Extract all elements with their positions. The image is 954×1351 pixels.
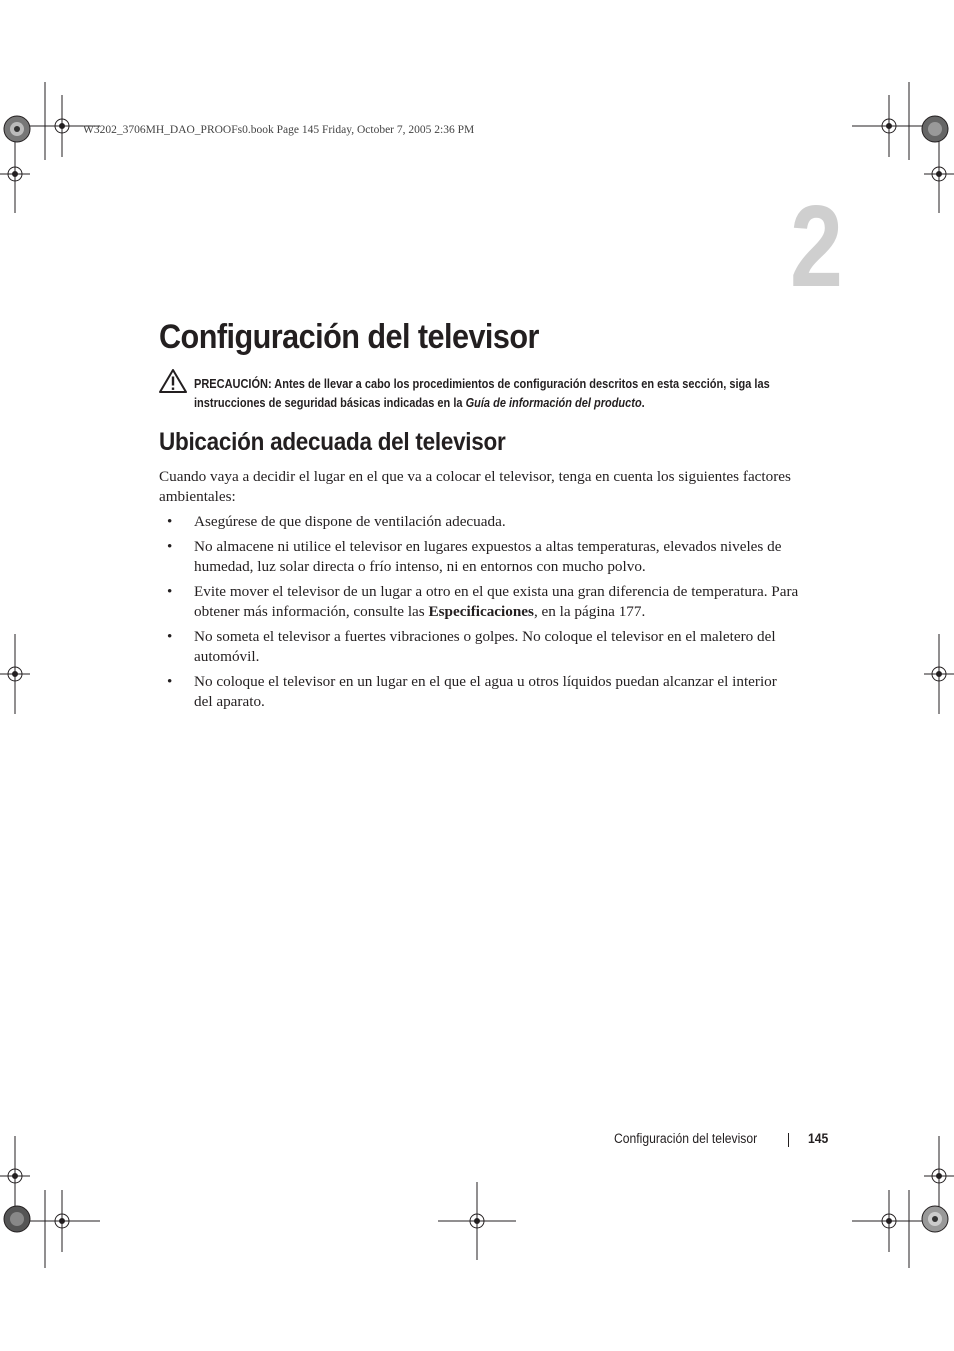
caution-end: . — [641, 394, 645, 410]
list-item — [159, 627, 799, 667]
caution-text — [194, 375, 779, 412]
bullet-list — [159, 512, 799, 717]
color-target-icon — [4, 1206, 30, 1232]
list-item-text: Asegúrese de que dispone de ventilación adecuada. — [194, 513, 506, 530]
list-item — [159, 672, 799, 712]
caution-label: PRECAUCIÓN: — [194, 376, 272, 391]
bullet-icon: • — [167, 583, 173, 600]
bullet-icon: • — [167, 513, 173, 530]
color-target-icon — [922, 116, 948, 142]
list-item — [159, 582, 799, 622]
caution-body: Antes de llevar a cabo los procedimientos de configuración descritos en esta sección, siga las instrucciones de seguridad básicas indicadas en la — [194, 376, 770, 410]
print-slug: W3202_3706MH_DAO_PROOFs0.book Page 145 Friday, October 7, 2005 2:36 PM — [83, 124, 475, 136]
warning-triangle-icon — [158, 368, 188, 394]
bullet-icon: • — [167, 628, 173, 645]
list-item-text: No almacene ni utilice el televisor en lugares expuestos a altas temperaturas, elevados niveles de humedad, luz solar directa o frío intenso, ni en entornos con mucho polvo. — [194, 538, 782, 575]
list-item-text: , en la página 177. — [533, 603, 646, 620]
color-target-icon — [922, 1206, 948, 1232]
footer-chapter-title: Configuración del televisor — [614, 1131, 758, 1146]
product-guide-reference: Guía de información del producto — [465, 394, 642, 410]
list-item — [159, 512, 799, 532]
footer-divider — [788, 1133, 789, 1147]
list-item — [159, 537, 799, 577]
specifications-reference: Especificaciones — [428, 603, 534, 620]
section-title: Ubicación adecuada del televisor — [159, 428, 506, 456]
color-target-icon — [4, 116, 30, 142]
chapter-number: 2 — [790, 181, 843, 311]
page-number: 145 — [808, 1131, 829, 1146]
page-title: Configuración del televisor — [159, 318, 539, 356]
bullet-icon: • — [167, 538, 173, 555]
bullet-icon: • — [167, 673, 173, 690]
list-item-text: No coloque el televisor en un lugar en el que el agua u otros líquidos puedan alcanzar el interior del aparato. — [194, 673, 777, 710]
section-intro: Cuando vaya a decidir el lugar en el que va a colocar el televisor, tenga en cuenta los siguientes factores ambientales: — [159, 468, 791, 505]
list-item-text: No someta el televisor a fuertes vibraciones o golpes. No coloque el televisor en el maletero del automóvil. — [194, 628, 776, 665]
list-item-text: Evite mover el televisor de un lugar a otro en el que exista una gran diferencia de temperatura. Para obtener más información, consulte las — [194, 583, 799, 620]
